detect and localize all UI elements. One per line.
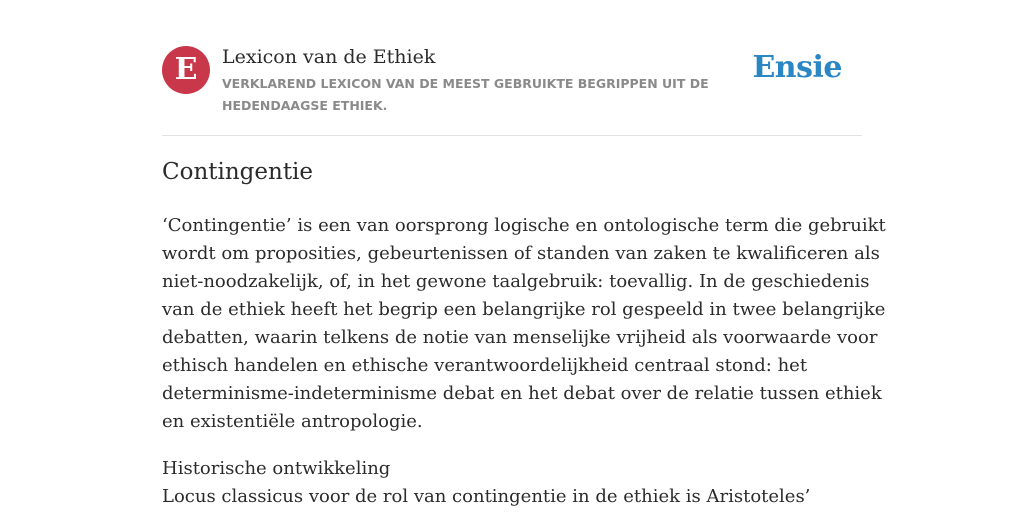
paragraph-line: ‘Contingentie’ is een van oorsprong logische en ontologische term die gebruikt <box>162 215 886 236</box>
article-body <box>162 212 886 511</box>
paragraph-spacer <box>162 436 862 455</box>
brand-logo[interactable]: Ensie <box>752 50 842 85</box>
paragraph-line: ethisch handelen en ethische verantwoordelijkheid centraal stond: het <box>162 355 808 376</box>
paragraph-line: van de ethiek heeft het begrip een belangrijke rol gespeeld in twee belangrijke <box>162 299 886 320</box>
site-header <box>162 46 862 136</box>
paragraph-line: determinisme-indeterminisme debat en het debat over de relatie tussen ethiek <box>162 383 882 404</box>
paragraph-line: en existentiële antropologie. <box>162 411 423 432</box>
paragraph-line: Locus classicus voor de rol van contingentie in de ethiek is Aristoteles’ <box>162 486 811 507</box>
site-subtitle-line: HEDENDAAGSE ETHIEK. <box>222 98 388 113</box>
site-subtitle <box>222 73 712 117</box>
paragraph-line: niet-noodzakelijk, of, in het gewone taalgebruik: toevallig. In de geschiedenis <box>162 271 870 292</box>
paragraph-line: wordt om proposities, gebeurtenissen of standen van zaken te kwalificeren als <box>162 243 880 264</box>
article-section <box>162 455 862 511</box>
site-logo[interactable]: E <box>162 46 210 94</box>
paragraph-line: debatten, waarin telkens de notie van menselijke vrijheid als voorwaarde voor <box>162 327 878 348</box>
article-title: Contingentie <box>162 159 314 185</box>
header-divider <box>162 135 862 136</box>
site-subtitle-line: VERKLAREND LEXICON VAN DE MEEST GEBRUIKTE BEGRIPPEN UIT DE <box>222 76 709 91</box>
section-heading: Historische ontwikkeling <box>162 458 391 479</box>
article-paragraph <box>162 212 886 436</box>
site-title[interactable]: Lexicon van de Ethiek <box>222 46 436 68</box>
